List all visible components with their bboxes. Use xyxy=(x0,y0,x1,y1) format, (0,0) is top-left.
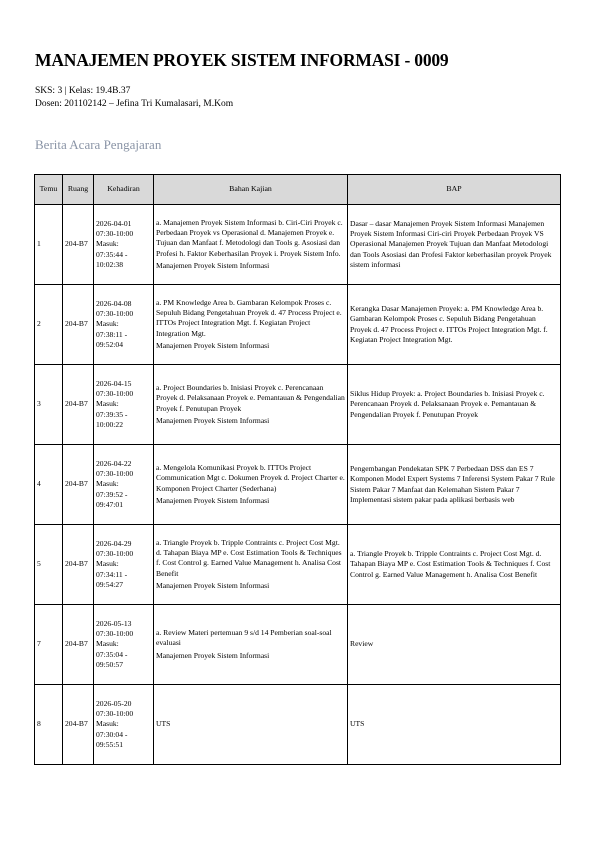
check-out-time: 09:50:57 xyxy=(96,659,124,669)
check-in-label: Masuk: xyxy=(96,319,119,329)
temu-cell: 8 xyxy=(35,685,63,765)
course-name: Manajemen Proyek Sistem Informasi xyxy=(156,415,270,425)
kehadiran-cell xyxy=(94,685,154,765)
bahan-kajian-text: a. Manajemen Proyek Sistem Informasi b. Ciri-Ciri Proyek c. Perbedaan Proyek vs Operasional d. Manajemen Proyek e. Tujuan dan Manfaat f. Metodologi dan Tools g. Asosiasi dan Profesi h. Faktor Keberhasilan Proyek i. Proyek Sistem Info. xyxy=(156,217,343,258)
ruang-cell: 204-B7 xyxy=(63,445,94,525)
page-title: MANAJEMEN PROYEK SISTEM INFORMASI - 0009 xyxy=(35,50,449,70)
session-time: 07:30-10:00 xyxy=(96,389,134,399)
check-in-label: Masuk: xyxy=(96,399,119,409)
header-temu: Temu xyxy=(35,175,63,205)
check-out-time: 09:55:51 xyxy=(96,739,124,749)
header-ruang: Ruang xyxy=(63,175,94,205)
bahan-kajian-text: a. PM Knowledge Area b. Gambaran Kelompok Proses c. Sepuluh Bidang Pengetahuan Proyek d. 47 Process Project e. ITTOs Project Integration Mgt. f. Kegiatan Project Integration Mgt. xyxy=(156,297,342,338)
course-name: Manajemen Proyek Sistem Informasi xyxy=(156,340,270,350)
session-time: 07:30-10:00 xyxy=(96,309,134,319)
check-in-label: Masuk: xyxy=(96,479,119,489)
kehadiran-cell xyxy=(94,285,154,365)
table-continuation-line xyxy=(34,764,561,765)
kehadiran-cell xyxy=(94,445,154,525)
temu-cell: 2 xyxy=(35,285,63,365)
table-row xyxy=(35,605,561,685)
course-name: Manajemen Proyek Sistem Informasi xyxy=(156,260,270,270)
kehadiran-cell xyxy=(94,605,154,685)
header-bahan-kajian: Bahan Kajian xyxy=(154,175,348,205)
bap-cell: Review xyxy=(348,605,561,685)
session-time: 07:30-10:00 xyxy=(96,709,134,719)
session-date: 2026-05-13 xyxy=(96,618,132,628)
check-out-time: 09:54:27 xyxy=(96,579,124,589)
table-row xyxy=(35,365,561,445)
session-time: 07:30-10:00 xyxy=(96,229,134,239)
kehadiran-cell xyxy=(94,525,154,605)
check-in-time: 07:34:11 - xyxy=(96,569,128,579)
session-time: 07:30-10:00 xyxy=(96,469,134,479)
header-kehadiran: Kehadiran xyxy=(94,175,154,205)
session-date: 2026-04-01 xyxy=(96,218,132,228)
section-title: Berita Acara Pengajaran xyxy=(35,137,162,152)
check-out-time: 10:02:38 xyxy=(96,259,124,269)
bahan-kajian-cell xyxy=(154,205,348,285)
temu-cell: 1 xyxy=(35,205,63,285)
bahan-kajian-text: a. Review Materi pertemuan 9 s/d 14 Pemberian soal-soal evaluasi xyxy=(156,628,332,648)
check-in-time: 07:35:04 - xyxy=(96,649,128,659)
session-date: 2026-04-29 xyxy=(96,538,132,548)
temu-cell: 7 xyxy=(35,605,63,685)
check-out-time: 10:00:22 xyxy=(96,419,124,429)
kehadiran-cell xyxy=(94,365,154,445)
table-row xyxy=(35,525,561,605)
session-date: 2026-04-15 xyxy=(96,378,132,388)
ruang-cell: 204-B7 xyxy=(63,365,94,445)
teaching-log-table xyxy=(34,174,561,765)
bahan-kajian-cell xyxy=(154,445,348,525)
course-name: Manajemen Proyek Sistem Informasi xyxy=(156,495,270,505)
session-date: 2026-04-22 xyxy=(96,458,132,468)
table-header-row xyxy=(35,175,561,205)
bap-cell: UTS xyxy=(348,685,561,765)
check-in-time: 07:39:52 - xyxy=(96,489,128,499)
session-time: 07:30-10:00 xyxy=(96,549,134,559)
check-in-time: 07:39:35 - xyxy=(96,409,128,419)
ruang-cell: 204-B7 xyxy=(63,285,94,365)
check-out-time: 09:52:04 xyxy=(96,339,124,349)
bahan-kajian-text: a. Triangle Proyek b. Tripple Contraints c. Project Cost Mgt. d. Tahapan Biaya MP e. Cost Estimation Tools & Techniques f. Cost Control g. Earned Value Management h. Analisa Cost Benefit xyxy=(156,537,342,578)
session-date: 2026-05-20 xyxy=(96,698,132,708)
bahan-kajian-cell xyxy=(154,525,348,605)
bap-cell: a. Triangle Proyek b. Tripple Contraints c. Project Cost Mgt. d. Tahapan Biaya MP e. Cost Estimation Tools & Techniques f. Cost Control g. Earned Value Management h. Analisa Cost Benefit xyxy=(348,525,561,605)
course-name: Manajemen Proyek Sistem Informasi xyxy=(156,650,270,660)
table-row xyxy=(35,285,561,365)
table-row xyxy=(35,445,561,525)
check-in-time: 07:35:44 - xyxy=(96,249,128,259)
table-row xyxy=(35,685,561,765)
bahan-kajian-cell xyxy=(154,605,348,685)
check-in-label: Masuk: xyxy=(96,239,119,249)
bahan-kajian-text: UTS xyxy=(156,719,171,729)
bap-cell: Pengembangan Pendekatan SPK 7 Perbedaan DSS dan ES 7 Komponen Model Expert Systems 7 Inferensi System Pakar 7 Rule Sistem Pakar 7 Manfaat dan Kelemahan Sistem Pakar 7 Implementasi sistem pakar pada aplikasi berbasis web xyxy=(348,445,561,525)
ruang-cell: 204-B7 xyxy=(63,205,94,285)
check-in-time: 07:38:11 - xyxy=(96,329,128,339)
bahan-kajian-text: a. Project Boundaries b. Inisiasi Proyek c. Perencanaan Proyek d. Pelaksanaan Proyek e. Pemantauan & Pengendalian Proyek f. Penutupan Proyek xyxy=(156,382,345,413)
course-info: SKS: 3 | Kelas: 19.4B.37 xyxy=(35,86,131,96)
bap-cell: Siklus Hidup Proyek: a. Project Boundaries b. Inisiasi Proyek c. Perencanaan Proyek d. Pelaksanaan Proyek e. Pemantauan & Pengendalian Proyek f. Penutupan Proyek xyxy=(348,365,561,445)
ruang-cell: 204-B7 xyxy=(63,685,94,765)
temu-cell: 3 xyxy=(35,365,63,445)
bap-cell: Dasar – dasar Manajemen Proyek Sistem Informasi Manajemen Proyek Sistem Informasi Ciri-ciri Proyek Perbedaan Proyek VS Operasional Manajemen Proyek Tujuan dan Manfaat Metodologi dan Tools Asosiasi dan Profesi Faktor keberhasilan proyek Proyek sistem informasi xyxy=(348,205,561,285)
bahan-kajian-text: a. Mengelola Komunikasi Proyek b. ITTOs Project Communication Mgt c. Dokumen Proyek d. Project Charter e. Komponen Project Charter (Sederhana) xyxy=(156,462,345,493)
table-row xyxy=(35,205,561,285)
bahan-kajian-cell xyxy=(154,365,348,445)
kehadiran-cell xyxy=(94,205,154,285)
session-time: 07:30-10:00 xyxy=(96,629,134,639)
session-date: 2026-04-08 xyxy=(96,298,132,308)
temu-cell: 5 xyxy=(35,525,63,605)
check-in-label: Masuk: xyxy=(96,719,119,729)
check-in-label: Masuk: xyxy=(96,639,119,649)
ruang-cell: 204-B7 xyxy=(63,605,94,685)
header-bap: BAP xyxy=(348,175,561,205)
bap-cell: Kerangka Dasar Manajemen Proyek: a. PM Knowledge Area b. Gambaran Kelompok Proses c. Sepuluh Bidang Pengetahuan Proyek d. 47 Process Project e. ITTOs Project Integration Mgt. f. Kegiatan Project Integration Mgt. xyxy=(348,285,561,365)
bahan-kajian-cell xyxy=(154,285,348,365)
temu-cell: 4 xyxy=(35,445,63,525)
check-in-time: 07:30:04 - xyxy=(96,729,128,739)
check-out-time: 09:47:01 xyxy=(96,499,124,509)
check-in-label: Masuk: xyxy=(96,559,119,569)
course-name: Manajemen Proyek Sistem Informasi xyxy=(156,580,270,590)
bahan-kajian-cell xyxy=(154,685,348,765)
ruang-cell: 204-B7 xyxy=(63,525,94,605)
lecturer-info: Dosen: 201102142 – Jefina Tri Kumalasari, M.Kom xyxy=(35,99,234,109)
